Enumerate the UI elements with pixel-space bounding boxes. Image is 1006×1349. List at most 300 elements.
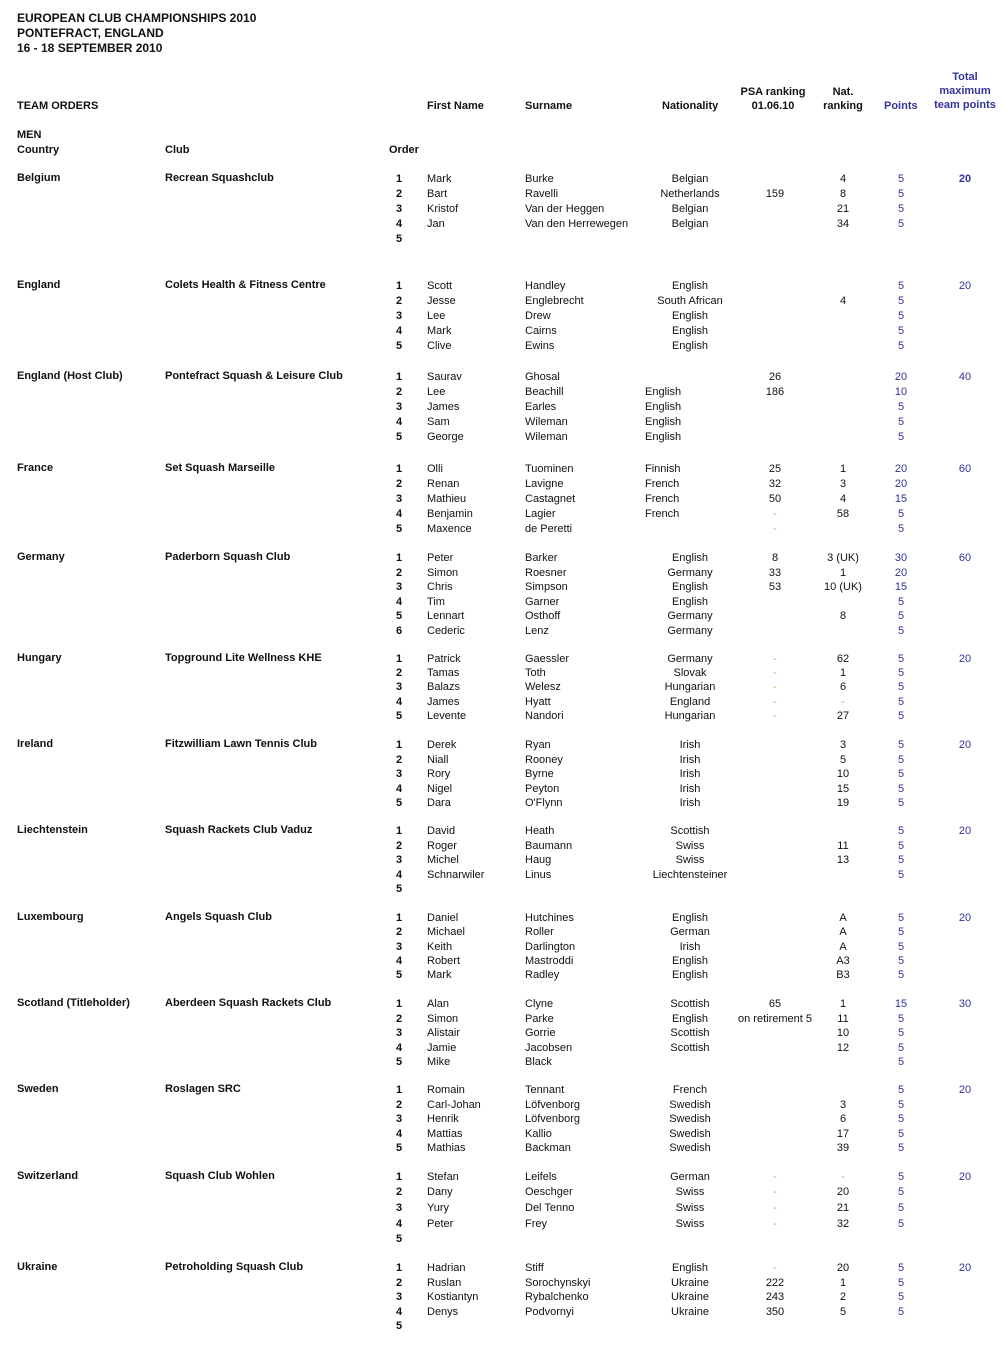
player-row [0,709,1006,724]
player-order: 2 [396,188,403,200]
header-club: Club [165,144,190,156]
player-order: 4 [396,695,403,708]
player-points: 5 [897,280,905,292]
player-order: 4 [396,782,403,795]
player-first-name: Tim [427,595,445,608]
player-surname: Tuominen [525,463,574,475]
player-first-name: Alistair [427,1027,461,1039]
player-nationality: Swedish [669,1098,711,1111]
player-surname: Haug [525,854,552,866]
player-order: 1 [396,173,403,185]
player-nationality: Liechtensteiner [652,868,728,881]
player-nationality: South African [657,295,723,307]
player-psa-ranking: - [773,667,777,680]
player-nat-ranking: 10 [836,1027,850,1039]
player-first-name: Hadrian [427,1262,466,1274]
team-club: Roslagen SRC [165,1083,241,1095]
player-first-name: Simon [427,1012,459,1025]
player-nat-ranking: 12 [836,1041,850,1054]
team-total-points: 20 [958,912,972,924]
team-club: Aberdeen Squash Rackets Club [165,997,332,1009]
player-surname: Backman [525,1142,571,1154]
player-surname: Parke [525,1012,554,1025]
player-row [0,551,1006,566]
player-first-name: Tamas [427,667,460,680]
player-surname: Barker [525,552,558,564]
player-first-name: Romain [427,1084,465,1096]
player-first-name: Stefan [427,1171,459,1183]
player-nationality: Swedish [669,1142,711,1154]
team-club: Colets Health & Fitness Centre [165,279,326,291]
player-row [0,824,1006,839]
player-points: 5 [897,1113,905,1125]
player-order: 3 [396,203,403,215]
player-order: 4 [396,508,403,520]
player-row [0,294,1006,309]
player-row [0,796,1006,811]
player-row [0,202,1006,217]
player-order: 2 [396,566,403,579]
player-first-name: Balazs [427,681,461,694]
player-nationality: English [671,1012,709,1025]
player-surname: Rooney [525,753,563,766]
player-points: 5 [897,839,905,852]
player-points: 5 [897,1291,905,1303]
player-nat-ranking: 3 [839,478,847,490]
player-nationality: Swedish [669,1127,711,1140]
player-surname: Darlington [525,940,576,953]
header-first-name: First Name [427,100,484,112]
section-title: TEAM ORDERS [17,100,99,112]
player-surname: Ravelli [525,188,559,200]
player-row [0,279,1006,294]
player-nationality: Scottish [670,1027,710,1039]
player-nationality: Slovak [673,667,707,680]
player-nat-ranking: 1 [839,667,847,680]
header-surname: Surname [525,100,573,112]
player-surname: Castagnet [525,493,576,505]
player-points: 5 [897,681,905,694]
player-points: 5 [897,203,905,215]
player-row [0,385,1006,400]
player-row [0,477,1006,492]
player-nationality: English [671,340,709,352]
player-points: 15 [894,998,908,1010]
player-nationality: Swiss [675,1218,705,1230]
player-nat-ranking: A [839,912,847,924]
player-points: 5 [897,218,905,230]
player-surname: Lagier [525,508,556,520]
team-club: Petroholding Squash Club [165,1261,304,1273]
player-nat-ranking: 2 [839,1291,847,1303]
player-nat-ranking: 19 [836,797,850,809]
player-surname: Osthoff [525,610,561,622]
player-points: 5 [897,667,905,680]
player-points: 5 [897,1012,905,1025]
team-country: Luxembourg [17,911,84,923]
player-points: 5 [897,610,905,622]
player-order: 2 [396,1276,403,1289]
header-total-line1: Total [952,71,978,83]
player-surname: Wileman [525,416,568,428]
player-nationality: Germany [667,653,713,665]
header-nat-line1: Nat. [832,86,854,98]
player-row [0,695,1006,710]
player-first-name: Robert [427,954,461,967]
player-nationality: English [671,1262,709,1274]
player-order: 1 [396,653,403,665]
player-surname: Sorochynskyi [525,1276,591,1289]
player-order: 5 [396,523,403,535]
player-surname: Löfvenborg [525,1098,581,1111]
header-total-line3: team points [934,99,996,111]
player-points: 5 [897,1127,905,1140]
player-nat-ranking: 13 [836,854,850,866]
player-row [0,1098,1006,1113]
event-location: PONTEFRACT, ENGLAND [17,26,164,40]
player-order: 3 [396,1291,403,1303]
player-points: 5 [897,188,905,200]
player-surname: Earles [525,401,557,413]
player-nat-ranking: 4 [839,173,847,185]
player-order: 2 [396,1098,403,1111]
player-psa-ranking: 8 [771,552,779,564]
player-nationality: English [645,431,682,443]
player-nat-ranking: 17 [836,1127,850,1140]
player-first-name: Daniel [427,912,459,924]
player-row [0,1290,1006,1305]
player-first-name: Patrick [427,653,461,665]
player-order: 1 [396,463,403,475]
player-first-name: Ruslan [427,1276,462,1289]
player-first-name: Mark [427,173,452,185]
player-points: 20 [894,566,908,579]
player-order: 4 [396,954,403,967]
player-order: 3 [396,681,403,694]
header-psa-line1: PSA ranking [740,86,806,98]
player-points: 5 [897,1084,905,1096]
player-row [0,868,1006,883]
player-nat-ranking: 11 [837,1012,849,1025]
player-points: 5 [897,825,905,837]
player-first-name: Chris [427,581,453,593]
player-nationality: Germany [667,566,713,579]
player-surname: Jacobsen [525,1041,573,1054]
player-psa-ranking: 50 [768,493,782,505]
player-points: 5 [897,508,905,520]
player-nationality: Irish [679,753,701,766]
player-surname: Handley [525,280,566,292]
player-surname: Simpson [525,581,568,593]
player-row [0,1232,1006,1247]
player-points: 20 [894,463,908,475]
player-surname: Garner [525,595,560,608]
player-nat-ranking: 10 [836,768,850,780]
player-order: 5 [396,233,403,245]
player-first-name: Maxence [427,523,472,535]
player-points: 5 [897,295,905,307]
player-row [0,1026,1006,1041]
team-total-points: 20 [958,825,972,837]
player-nat-ranking: 5 [839,753,847,766]
player-row [0,172,1006,187]
player-order: 1 [396,280,403,292]
player-surname: Hyatt [525,695,551,708]
header-total-points [928,70,1002,112]
player-points: 5 [897,768,905,780]
player-surname: Byrne [525,768,554,780]
player-nat-ranking: 15 [836,782,850,795]
player-nat-ranking: 3 (UK) [827,552,859,564]
player-surname: Heath [525,825,555,837]
player-row [0,1217,1006,1232]
player-first-name: Alan [427,998,450,1010]
player-psa-ranking: 26 [768,371,782,383]
team-country: Liechtenstein [17,824,88,836]
player-row [0,232,1006,247]
player-first-name: Derek [427,739,457,751]
player-first-name: Renan [427,478,460,490]
team-club: Squash Rackets Club Vaduz [165,824,313,836]
player-order: 1 [396,825,403,837]
player-row [0,609,1006,624]
player-first-name: Mike [427,1056,451,1068]
team-club: Recrean Squashclub [165,172,274,184]
player-points: 5 [897,431,905,443]
player-order: 4 [396,595,403,608]
player-surname: Frey [525,1218,547,1230]
player-surname: de Peretti [525,523,573,535]
player-order: 3 [396,1027,403,1039]
player-order: 4 [396,218,403,230]
player-nationality: Belgian [671,218,709,230]
player-order: 2 [396,386,403,398]
player-row [0,339,1006,354]
player-points: 30 [894,552,908,564]
player-nationality: German [670,926,710,939]
player-nat-ranking: 3 [839,739,847,751]
player-row [0,839,1006,854]
player-order: 2 [396,1012,403,1025]
player-surname: Englebrecht [525,295,584,307]
player-surname: Ewins [525,340,555,352]
player-surname: Burke [525,173,554,185]
player-order: 5 [396,340,403,352]
player-row [0,187,1006,202]
team-country: Ireland [17,738,54,750]
team-country: Switzerland [17,1170,79,1182]
player-nat-ranking: 62 [836,653,850,665]
player-surname: Gorrie [525,1027,556,1039]
player-first-name: Mattias [427,1127,463,1140]
player-nationality: Scottish [670,825,710,837]
team-total-points: 60 [958,463,972,475]
player-row [0,566,1006,581]
team-total-points: 30 [958,998,972,1010]
team-total-points: 20 [958,280,972,292]
team-total-points: 20 [958,173,972,185]
player-nationality: Swiss [675,839,705,852]
team-total-points: 20 [958,1171,972,1183]
player-points: 5 [897,1276,905,1289]
player-nat-ranking: 1 [839,566,847,579]
player-nationality: English [671,310,709,322]
player-surname: Mastroddi [525,954,574,967]
player-first-name: Mark [427,325,452,337]
player-points: 5 [897,954,905,967]
player-order: 5 [396,969,403,982]
player-psa-ranking: - [773,1262,777,1274]
player-surname: Wileman [525,431,568,443]
player-nat-ranking: 1 [839,998,847,1010]
player-nationality: Belgian [671,173,709,185]
player-order: 5 [396,1142,403,1154]
player-first-name: Dara [427,797,451,809]
player-surname: Peyton [525,782,560,795]
category-label: MEN [17,129,42,141]
player-order: 5 [396,1056,403,1068]
player-nationality: English [645,416,682,428]
player-psa-ranking: - [773,508,777,520]
player-nat-ranking: 5 [839,1305,847,1318]
header-total-line2: maximum [939,85,991,97]
player-first-name: Yury [427,1202,450,1214]
player-row [0,853,1006,868]
player-nat-ranking: 6 [839,681,847,694]
player-order: 4 [396,1218,403,1230]
player-first-name: Roger [427,839,457,852]
player-row [0,400,1006,415]
player-first-name: Peter [427,1218,454,1230]
player-first-name: Olli [427,463,443,475]
player-psa-ranking: 65 [768,998,782,1010]
player-order: 1 [396,1262,403,1274]
player-nationality: German [670,1171,710,1183]
player-points: 5 [897,416,905,428]
player-first-name: Mathieu [427,493,467,505]
player-first-name: Lennart [427,610,465,622]
event-title: EUROPEAN CLUB CHAMPIONSHIPS 2010 [17,11,257,25]
player-first-name: Bart [427,188,448,200]
team-club: Topground Lite Wellness KHE [165,652,322,664]
player-points: 5 [897,1171,905,1183]
player-surname: Roller [525,926,554,939]
player-surname: O'Flynn [525,797,563,809]
player-points: 5 [897,709,905,722]
team-total-points: 40 [958,371,972,383]
team-country: Sweden [17,1083,59,1095]
player-nat-ranking: - [841,695,845,708]
player-nat-ranking: 8 [839,610,847,622]
player-points: 5 [897,340,905,352]
player-nationality: Irish [679,768,701,780]
player-points: 5 [897,1202,905,1214]
player-nat-ranking: 3 [839,1098,847,1111]
player-nationality: English [671,954,709,967]
player-surname: Oeschger [525,1186,573,1198]
player-nat-ranking: 21 [836,1202,850,1214]
player-nationality: English [671,969,709,982]
player-points: 5 [897,624,905,637]
player-first-name: Jan [427,218,445,230]
team-total-points: 20 [958,1262,972,1274]
player-nat-ranking: 21 [836,203,850,215]
player-order: 3 [396,1113,403,1125]
player-nat-ranking: A [839,926,847,939]
player-nat-ranking: 39 [836,1142,850,1154]
player-order: 2 [396,667,403,680]
player-order: 3 [396,401,403,413]
team-club: Fitzwilliam Lawn Tennis Club [165,738,317,750]
player-nat-ranking: B3 [836,969,850,982]
team-total-points: 60 [958,552,972,564]
player-row [0,1041,1006,1056]
player-order: 1 [396,371,403,383]
player-first-name: Henrik [427,1113,459,1125]
player-nationality: Irish [679,940,701,953]
player-points: 20 [894,371,908,383]
player-surname: Beachill [525,386,564,398]
team-total-points: 20 [958,739,972,751]
player-psa-ranking: 33 [768,566,782,579]
player-nat-ranking: 34 [836,218,850,230]
player-nationality: Scottish [670,1041,710,1054]
player-nationality: French [672,1084,708,1096]
header-nat-ranking [813,85,873,113]
team-country: Belgium [17,172,61,184]
player-order: 1 [396,739,403,751]
player-nat-ranking: 58 [836,508,850,520]
player-surname: Radley [525,969,560,982]
player-first-name: George [427,431,464,443]
player-nationality: Ukraine [671,1291,709,1303]
player-points: 5 [897,940,905,953]
team-club: Squash Club Wohlen [165,1170,275,1182]
player-nationality: French [645,478,680,490]
player-surname: Cairns [525,325,557,337]
player-points: 5 [897,1027,905,1039]
player-points: 5 [897,653,905,665]
player-order: 2 [396,1186,403,1198]
player-points: 5 [897,782,905,795]
player-nationality: English [671,581,709,593]
player-row [0,1201,1006,1216]
player-order: 5 [396,431,403,443]
player-first-name: James [427,695,460,708]
player-order: 5 [396,883,403,895]
team-country: Scotland (Titleholder) [17,997,130,1009]
player-nationality: Germany [667,610,713,622]
player-row [0,1185,1006,1200]
player-nat-ranking: 1 [839,1276,847,1289]
player-order: 2 [396,478,403,490]
player-row [0,1170,1006,1185]
player-surname: Van der Heggen [525,203,605,215]
player-row [0,738,1006,753]
team-total-points: 20 [958,1084,972,1096]
player-psa-ranking: - [773,1186,777,1198]
team-country: France [17,462,54,474]
player-surname: Leifels [525,1171,557,1183]
player-first-name: Carl-Johan [427,1098,481,1111]
player-points: 5 [897,595,905,608]
header-order: Order [389,144,419,156]
player-nationality: Irish [679,739,701,751]
player-points: 5 [897,753,905,766]
event-dates: 16 - 18 SEPTEMBER 2010 [17,41,163,55]
player-nationality: English [671,595,709,608]
player-psa-ranking: - [773,695,777,708]
